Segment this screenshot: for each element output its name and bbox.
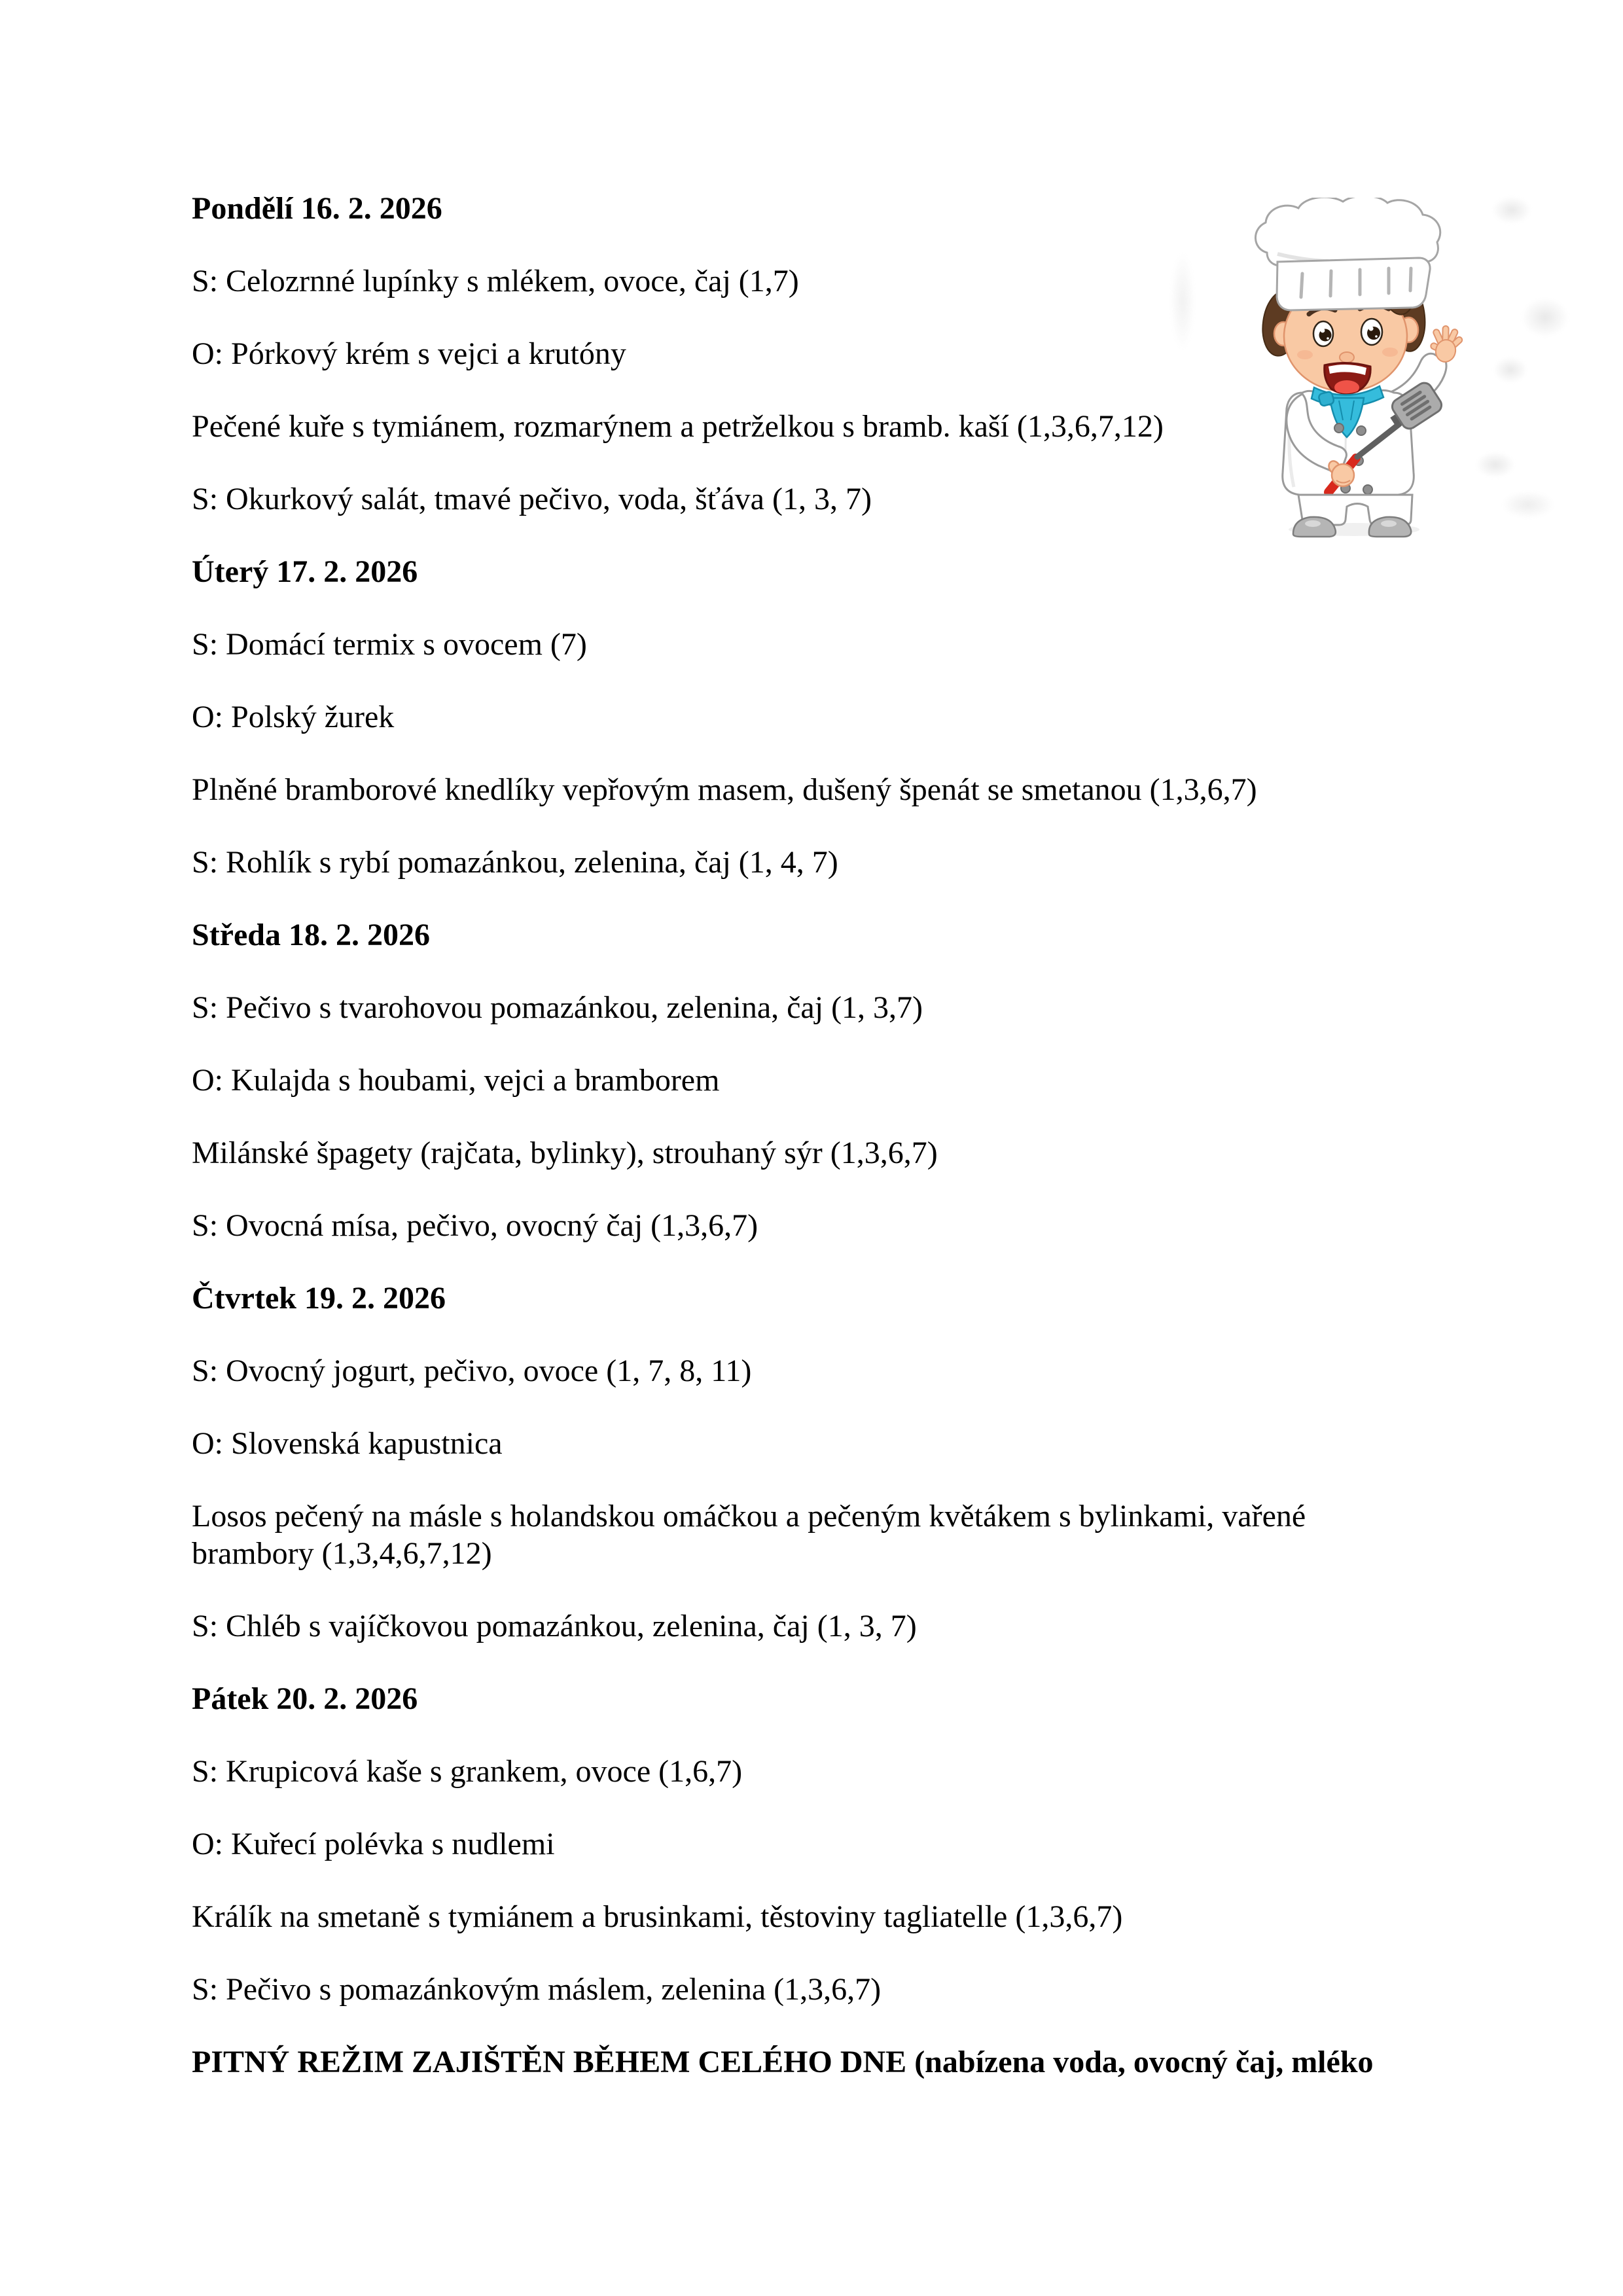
weekly-menu — [192, 190, 1425, 2116]
menu-line: Milánské špagety (rajčata, bylinky), strouhaný sýr (1,3,6,7) — [192, 1136, 938, 1170]
menu-days — [192, 190, 1425, 2008]
menu-line: O: Polský žurek — [192, 700, 395, 734]
scan-noise-smudge — [1502, 491, 1554, 518]
scan-noise-smudge — [1493, 357, 1527, 383]
menu-line: O: Kuřecí polévka s nudlemi — [192, 1827, 555, 1861]
chef-cheek — [1297, 350, 1313, 359]
menu-line: S: Pečivo s pomazánkovým máslem, zelenina (1,3,6,7) — [192, 1972, 882, 2007]
chef-cheek — [1382, 348, 1398, 357]
scan-noise-smudge — [1492, 196, 1531, 224]
menu-line: S: Krupicová kaše s grankem, ovoce (1,6,7) — [192, 1754, 743, 1789]
menu-line: S: Pečivo s tvarohovou pomazánkou, zelenina, čaj (1, 3,7) — [192, 990, 923, 1025]
menu-line: S: Ovocná mísa, pečivo, ovocný čaj (1,3,6,7) — [192, 1208, 758, 1243]
day-title: Středa 18. 2. 2026 — [192, 918, 430, 952]
day-title: Úterý 17. 2. 2026 — [192, 554, 418, 589]
scan-noise-smudge — [1522, 298, 1569, 337]
menu-line: O: Pórkový krém s vejci a krutóny — [192, 336, 626, 371]
chef-mouth — [1325, 363, 1370, 395]
menu-line: Losos pečený na másle s holandskou omáčkou a pečeným květákem s bylinkami, vařené brambory (1,3,4,6,7,12) — [192, 1499, 1306, 1571]
menu-line: S: Ovocný jogurt, pečivo, ovoce (1, 7, 8, 11) — [192, 1354, 752, 1388]
menu-line: Pečené kuře s tymiánem, rozmarýnem a petrželkou s bramb. kaší (1,3,6,7,12) — [192, 409, 1164, 444]
menu-line: S: Celozrnné lupínky s mlékem, ovoce, čaj (1,7) — [192, 264, 799, 298]
menu-line: O: Slovenská kapustnica — [192, 1426, 503, 1461]
menu-line: O: Kulajda s houbami, vejci a bramborem — [192, 1063, 720, 1098]
chef-hat-icon — [1255, 198, 1440, 310]
menu-line: Králík na smetaně s tymiánem a brusinkami, těstoviny tagliatelle (1,3,6,7) — [192, 1899, 1123, 1934]
menu-line: Plněné bramborové knedlíky vepřovým masem, dušený špenát se smetanou (1,3,6,7) — [192, 772, 1257, 807]
menu-line: S: Domácí termix s ovocem (7) — [192, 627, 587, 662]
drinking-regime-note: PITNÝ REŽIM ZAJIŠTĚN BĚHEM CELÉHO DNE (nabízena voda, ovocný čaj, mléko — [192, 2045, 1374, 2079]
scan-noise-smudge — [1170, 252, 1195, 350]
day-title: Čtvrtek 19. 2. 2026 — [192, 1281, 446, 1316]
menu-line: S: Chléb s vajíčkovou pomazánkou, zelenina, čaj (1, 3, 7) — [192, 1609, 917, 1643]
chef-illustration — [1247, 198, 1470, 538]
scan-noise-smudge — [1476, 452, 1515, 478]
menu-line: S: Okurkový salát, tmavé pečivo, voda, šťáva (1, 3, 7) — [192, 482, 872, 516]
day-title: Pondělí 16. 2. 2026 — [192, 191, 442, 226]
day-title: Pátek 20. 2. 2026 — [192, 1681, 418, 1716]
chef-nose — [1340, 352, 1354, 363]
menu-line: S: Rohlík s rybí pomazánkou, zelenina, čaj (1, 4, 7) — [192, 845, 838, 880]
